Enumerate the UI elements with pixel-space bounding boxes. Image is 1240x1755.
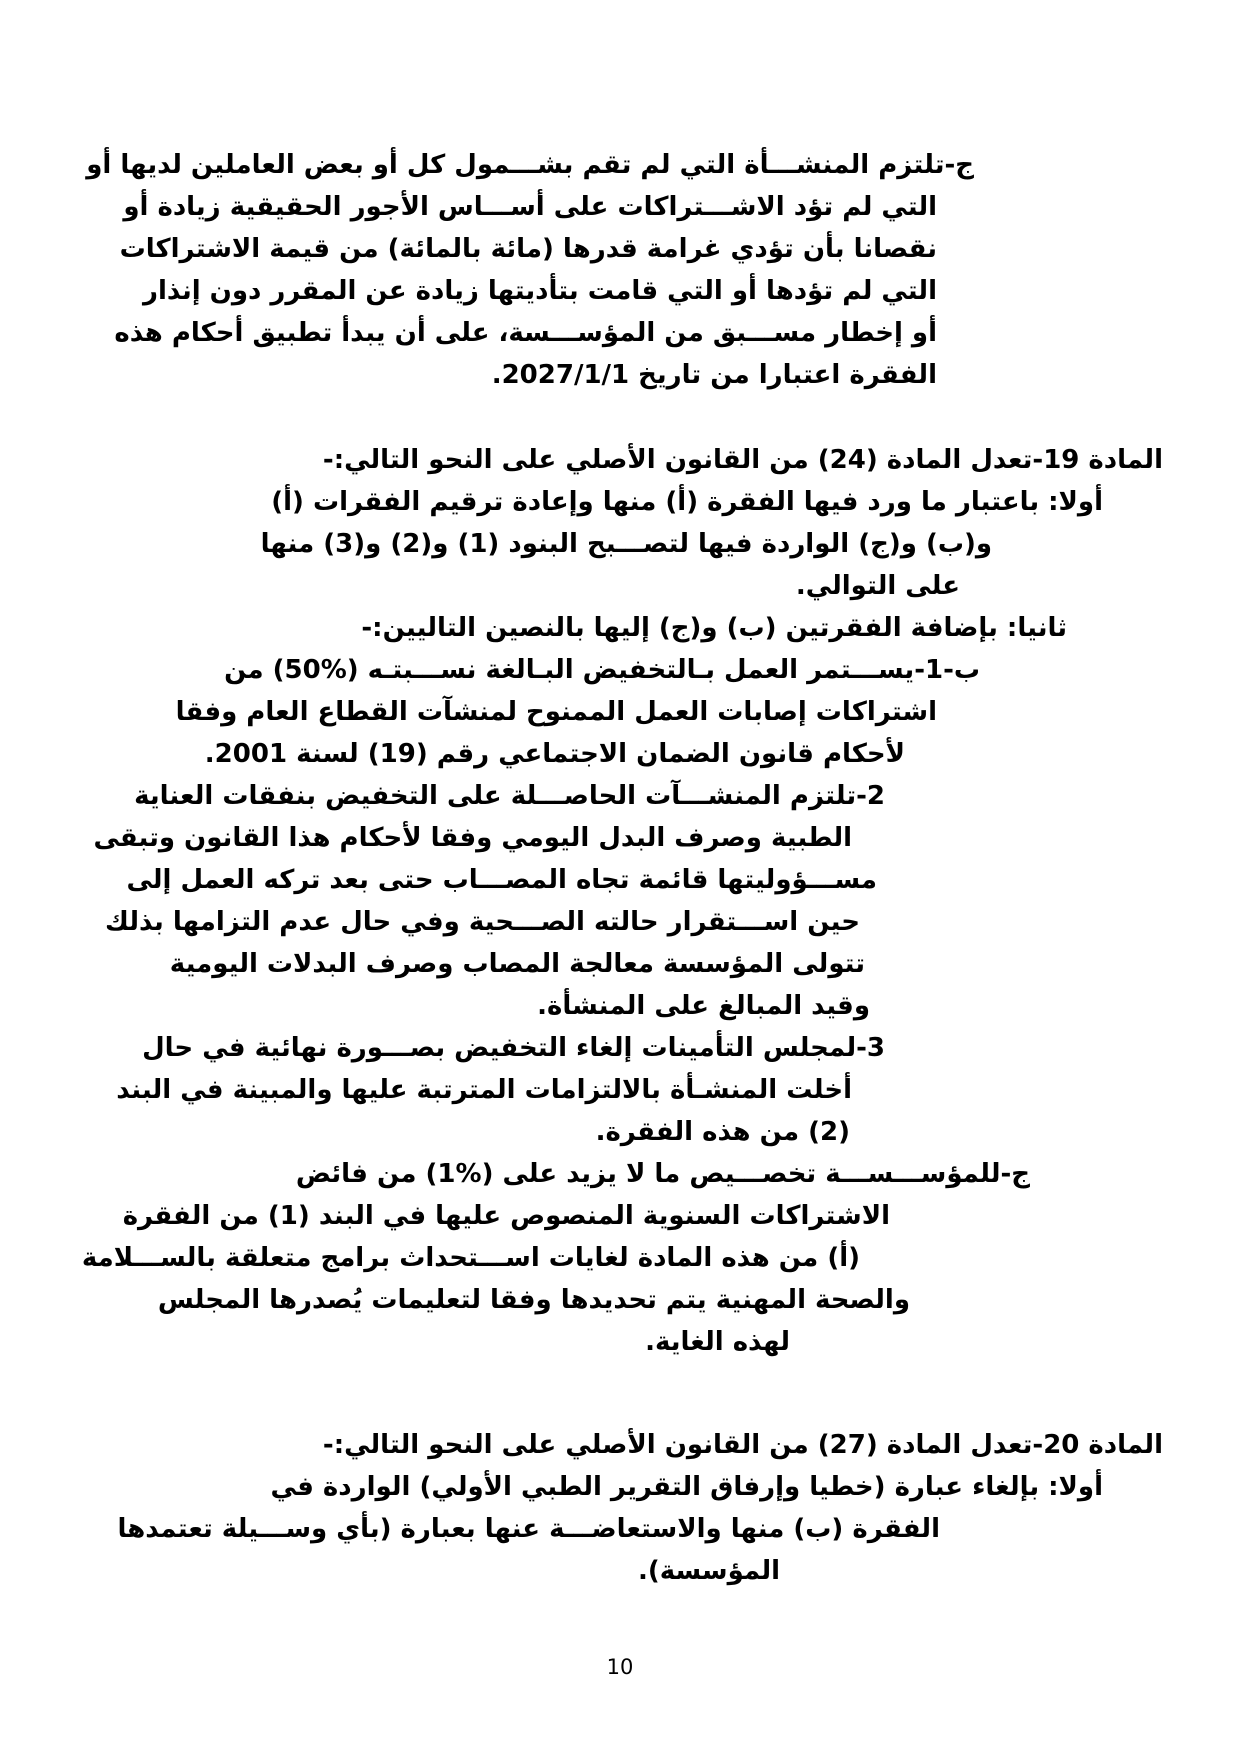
text-line: لأحكام قانون الضمان الاجتماعي رقم (19) لسنة 2001. (204, 739, 905, 769)
paragraph-gap (0, 1363, 1240, 1424)
text-line: 3-لمجلس التأمينات إلغاء التخفيض بصـــورة نهائية في حال (142, 1033, 885, 1063)
text-line: أخلت المنشـأة بالالتزامات المترتبة عليها والمبينة في البند (116, 1075, 852, 1105)
text-line: نقصانا بأن تؤدي غرامة قدرها (مائة بالمائة) من قيمة الاشتراكات (119, 234, 937, 264)
text-line: الطبية وصرف البدل اليومي وفقا لأحكام هذا القانون وتبقى (93, 823, 852, 853)
text-line: أولا: باعتبار ما ورد فيها الفقرة (أ) منها وإعادة ترقيم الفقرات (أ) (271, 487, 1103, 517)
text-line: ج-للمؤســـســـة تخصـــيص ما لا يزيد على (%1) من فائض (295, 1159, 1030, 1189)
text-line: الفقرة (ب) منها والاستعاضـــة عنها بعبارة (بأي وســـيلة تعتمدها (117, 1514, 940, 1544)
text-line: لهذه الغاية. (645, 1327, 790, 1357)
text-line: (2) من هذه الفقرة. (595, 1117, 850, 1147)
text-line: ب-1-يســـتمر العمل بـالتخفيض البـالغة نســـبتـه (%50) من (224, 655, 980, 685)
text-line: على التوالي. (795, 571, 960, 601)
text-line: الاشتراكات السنوية المنصوص عليها في البند (1) من الفقرة (122, 1201, 890, 1231)
text-line: التي لم تؤدها أو التي قامت بتأديتها زيادة عن المقرر دون إنذار (143, 276, 937, 306)
text-line: أولا: بإلغاء عبارة (خطيا وإرفاق التقرير الطبي الأولي) الواردة في (270, 1472, 1103, 1502)
text-line: 2-تلتزم المنشـــآت الحاصـــلة على التخفيض بنفقات العناية (134, 781, 885, 811)
text-line: التي لم تؤد الاشـــتراكات على أســـاس الأجور الحقيقية زيادة أو (123, 192, 937, 222)
text-line: المؤسسة). (638, 1556, 780, 1586)
text-line: ج-تلتزم المنشـــأة التي لم تقم بشـــمول كل أو بعض العاملين لديها أو (86, 150, 974, 180)
text-line: تتولى المؤسسة معالجة المصاب وصرف البدلات اليومية (169, 949, 865, 979)
paragraph-gap (0, 396, 1240, 439)
text-line: أو إخطار مســـبق من المؤســـسة، على أن يبدأ تطبيق أحكام هذه (114, 318, 937, 348)
article-19-heading-line: المادة 19-تعدل المادة (24) من القانون الأصلي على النحو التالي:- (322, 445, 1163, 475)
text-line: وقيد المبالغ على المنشأة. (537, 991, 870, 1021)
text-line: اشتراكات إصابات العمل الممنوح لمنشآت القطاع العام وفقا (175, 697, 937, 727)
text-line: حين اســـتقرار حالته الصـــحية وفي حال عدم التزامها بذلك (105, 907, 860, 937)
text-line: مســـؤوليتها قائمة تجاه المصـــاب حتى بعد تركه العمل إلى (126, 865, 877, 895)
text-line: الفقرة اعتبارا من تاريخ 2027/1/1. (491, 360, 937, 390)
page-number: 10 (606, 1655, 634, 1679)
text-line: (أ) من هذه المادة لغايات اســـتحداث برامج متعلقة بالســـلامة (81, 1243, 860, 1273)
article-20-heading-line: المادة 20-تعدل المادة (27) من القانون الأصلي على النحو التالي:- (322, 1430, 1163, 1460)
text-line: و(ب) و(ج) الواردة فيها لتصـــبح البنود (1) و(2) و(3) منها (260, 529, 992, 559)
text-line: والصحة المهنية يتم تحديدها وفقا لتعليمات يُصدرها المجلس (157, 1285, 910, 1315)
text-line: ثانيا: بإضافة الفقرتين (ب) و(ج) إليها بالنصين التاليين:- (361, 613, 1067, 643)
